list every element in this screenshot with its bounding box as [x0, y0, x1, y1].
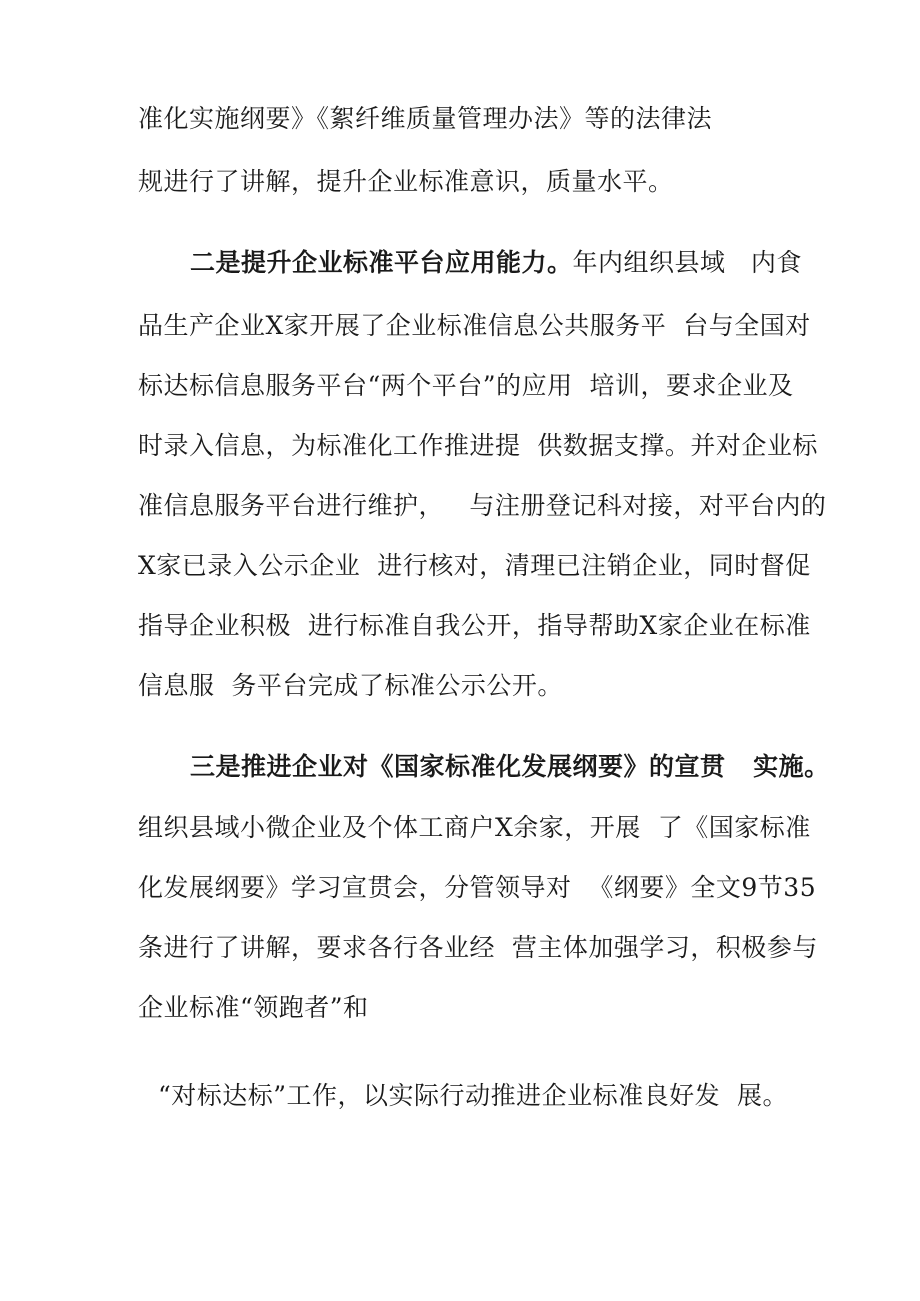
paragraph2-line-2: 品生产企业X家开展了企业标准信息公共服务平 台与全国对 [138, 311, 811, 340]
paragraph3-line-2: 组织县域小微企业及个体工商户X余家，开展 了《国家标准 [138, 813, 811, 842]
paragraph2-line-3: 标达标信息服务平台“两个平台”的应用 培训，要求企业及 [138, 371, 794, 400]
paragraph2-line-5: 准信息服务平台进行维护， 与注册登记科对接，对平台内的 [138, 491, 827, 520]
paragraph1-line-2: 规进行了讲解，提升企业标准意识，质量水平。 [138, 167, 674, 196]
paragraph3-heading: 三是推进企业对《国家标准化发展纲要》的宣贯 实施。 [190, 752, 830, 781]
paragraph3-line-4: 条进行了讲解，要求各行各业经 营主体加强学习，积极参与 [138, 933, 818, 962]
paragraph2-line-7: 指导企业积极 进行标准自我公开，指导帮助X家企业在标准 [138, 611, 811, 640]
paragraph2-line-6: X家已录入公示企业 进行核对，清理已注销企业，同时督促 [138, 551, 811, 580]
paragraph2-line-8: 信息服 务平台完成了标准公示公开。 [138, 671, 563, 700]
paragraph2-line-1 [190, 248, 810, 278]
paragraph4-line-1: “对标达标”工作，以实际行动推进企业标准良好发 展。 [158, 1081, 788, 1110]
paragraph3-line-3: 化发展纲要》学习宣贯会，分管领导对 《纲要》全文9节35 [138, 873, 817, 902]
paragraph2-heading: 二是提升企业标准平台应用能力。 [190, 248, 573, 277]
paragraph2-first-line-rest: 年内组织县域 内食 [572, 248, 802, 277]
paragraph1-line-1: 准化实施纲要》《絮纤维质量管理办法》等的法律法 [138, 104, 713, 133]
paragraph2-line-4: 时录入信息，为标准化工作推进提 供数据支撑。并对企业标 [138, 431, 818, 460]
paragraph3-line-5: 企业标准“领跑者”和 [138, 993, 369, 1022]
